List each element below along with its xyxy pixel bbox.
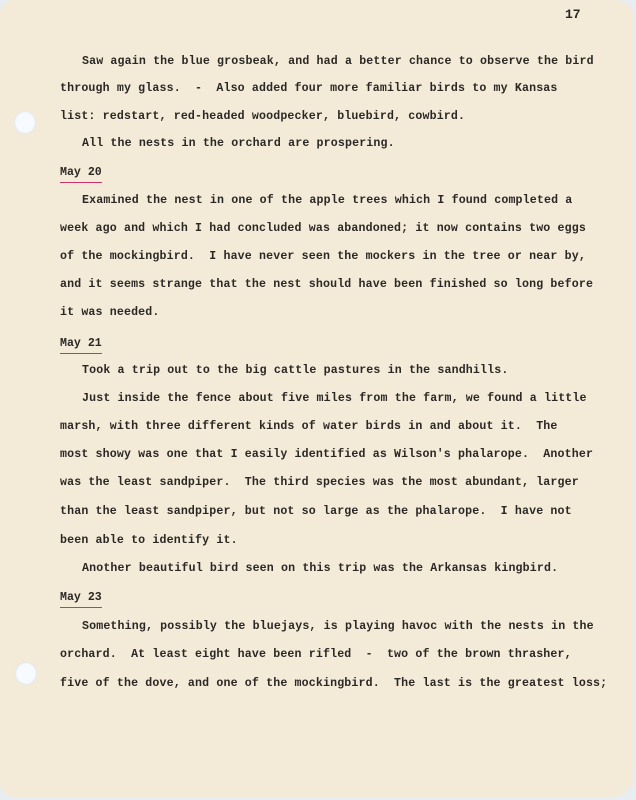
page-number: 17 — [565, 7, 581, 22]
text-line: been able to identify it. — [60, 534, 238, 547]
text-line: five of the dove, and one of the mockingbird. The last is the greatest loss; — [60, 677, 608, 690]
entry-date-may-23: May 23 — [60, 591, 102, 608]
text-line: Another beautiful bird seen on this trip was the Arkansas kingbird. — [82, 562, 559, 575]
text-line: Just inside the fence about five miles from the farm, we found a little — [82, 392, 587, 405]
text-line: through my glass. - Also added four more familiar birds to my Kansas — [60, 82, 558, 95]
text-line: All the nests in the orchard are prospering. — [82, 137, 395, 150]
entry-date-may-21: May 21 — [60, 337, 102, 354]
text-line: Saw again the blue grosbeak, and had a better chance to observe the bird — [82, 55, 594, 68]
text-line: orchard. At least eight have been rifled - two of the brown thrasher, — [60, 648, 572, 661]
text-line: marsh, with three different kinds of water birds in and about it. The — [60, 420, 558, 433]
text-line: most showy was one that I easily identified as Wilson's phalarope. Another — [60, 448, 594, 461]
text-line: list: redstart, red-headed woodpecker, bluebird, cowbird. — [60, 110, 466, 123]
binder-hole-top — [14, 111, 36, 134]
entry-date-may-20: May 20 — [60, 166, 102, 183]
text-line: was the least sandpiper. The third species was the most abundant, larger — [60, 476, 579, 489]
binder-hole-bottom — [15, 662, 37, 685]
text-line: Examined the nest in one of the apple trees which I found completed a — [82, 194, 573, 207]
text-line: Took a trip out to the big cattle pastures in the sandhills. — [82, 364, 509, 377]
text-line: it was needed. — [60, 306, 160, 319]
text-line: Something, possibly the bluejays, is playing havoc with the nests in the — [82, 620, 594, 633]
text-line: than the least sandpiper, but not so large as the phalarope. I have not — [60, 505, 572, 518]
text-line: of the mockingbird. I have never seen the mockers in the tree or near by, — [60, 250, 586, 263]
text-line: week ago and which I had concluded was abandoned; it now contains two eggs — [60, 222, 586, 235]
text-line: and it seems strange that the nest should have been finished so long before — [60, 278, 594, 291]
